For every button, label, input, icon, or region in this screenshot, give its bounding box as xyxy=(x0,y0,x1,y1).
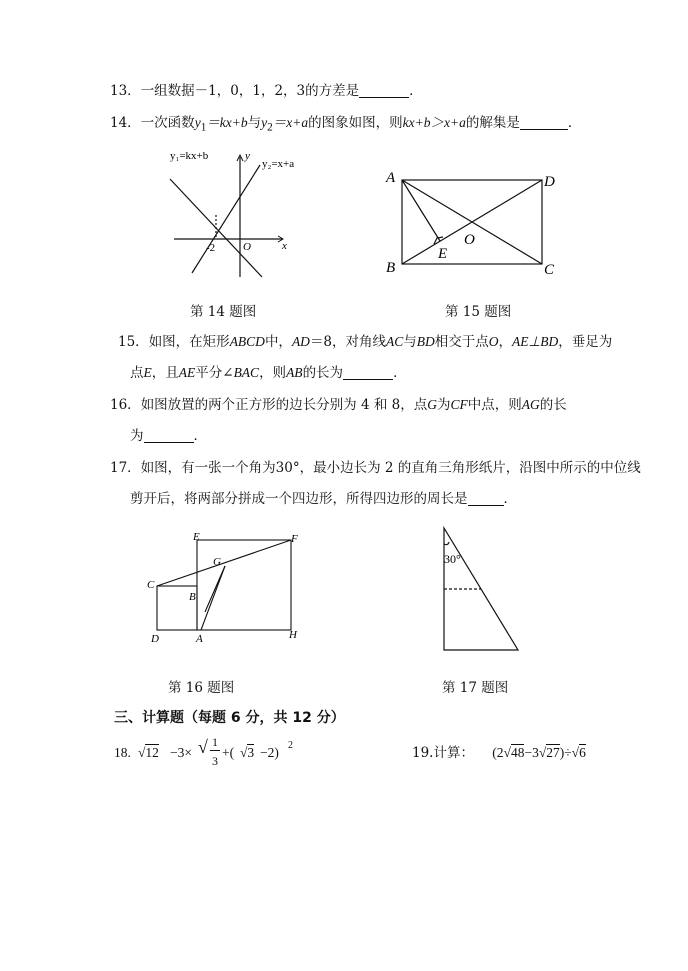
vertex-b: B xyxy=(386,260,396,276)
segment-bg xyxy=(205,566,225,612)
origin-label: O xyxy=(243,241,251,253)
label-y2: y₂=x+a xyxy=(262,158,295,170)
answer-blank xyxy=(520,115,568,130)
question-13: 13．一组数据－1，0，1，2，3的方差是 ． xyxy=(110,83,423,99)
angle-label: 30° xyxy=(444,552,461,566)
point-o: O xyxy=(464,232,475,248)
point-a-16: A xyxy=(196,633,203,645)
answer-blank xyxy=(343,365,393,380)
caption-14: 第 14 题图 xyxy=(190,304,257,320)
point-d-16: D xyxy=(151,633,159,645)
y-label: y xyxy=(245,150,250,162)
figure-15 xyxy=(382,166,572,286)
angle-arc xyxy=(444,542,449,545)
figure-16 xyxy=(145,528,315,658)
question-15-line1: 15．如图，在矩形ABCD中，AD＝8，对角线AC与BD相交于点O，AE⊥BD，垂足为 xyxy=(118,334,613,350)
section-3-title: 三、计算题（每题 6 分，共 12 分） xyxy=(114,710,345,726)
answer-blank xyxy=(468,491,504,506)
vertex-a: A xyxy=(386,170,396,186)
vertex-d: D xyxy=(544,174,555,190)
caption-17: 第 17 题图 xyxy=(442,680,509,696)
question-14: 14．一次函数$y_1=kx+b$与$y_2=x+a$的图象如图，则kx+b＞x+a的解集是 ． xyxy=(110,115,582,134)
line-y2 xyxy=(192,165,260,273)
point-h-16: H xyxy=(289,629,297,641)
answer-blank xyxy=(359,83,409,98)
point-c-16: C xyxy=(147,579,155,591)
segment-ae xyxy=(402,180,440,241)
x-label: x xyxy=(282,240,287,252)
point-e-16: E xyxy=(193,531,200,543)
question-17-line1: 17．如图，有一张一个角为30°，最小边长为 2 的直角三角形纸片，沿图中所示的中位线 xyxy=(110,460,641,476)
answer-blank xyxy=(144,428,194,443)
point-b-16: B xyxy=(189,591,196,603)
sqrt-12: √12 xyxy=(138,745,159,760)
sqrt-fraction: √ xyxy=(198,737,208,757)
point-g-16: G xyxy=(213,556,221,568)
sqrt-3: √3 xyxy=(240,745,255,760)
point-e: E xyxy=(438,246,448,262)
figure-17 xyxy=(432,522,532,652)
caption-16: 第 16 题图 xyxy=(168,680,235,696)
figure-14 xyxy=(160,145,320,285)
fraction-bar xyxy=(210,750,220,751)
question-19: 19.计算： (2√48−3√27)÷√6 xyxy=(412,745,586,761)
label-y1: y₁=kx+b xyxy=(170,150,209,162)
segment-cf xyxy=(157,540,291,586)
vertex-c: C xyxy=(544,262,555,278)
question-15-line2: 点E，且AE平分∠BAC，则AB的长为 ． xyxy=(130,365,407,381)
question-17-line2: 剪开后，将两部分拼成一个四边形，所得四边形的周长是 ． xyxy=(130,491,517,507)
large-square xyxy=(197,540,291,630)
point-f-16: F xyxy=(291,533,298,545)
question-16-line1: 16．如图放置的两个正方形的边长分别为 4 和 8，点G为CF中点，则AG的长 xyxy=(110,397,567,413)
question-16-line2: 为 ． xyxy=(130,428,207,444)
caption-15: 第 15 题图 xyxy=(445,304,512,320)
minus-two-label: -2 xyxy=(206,242,216,254)
